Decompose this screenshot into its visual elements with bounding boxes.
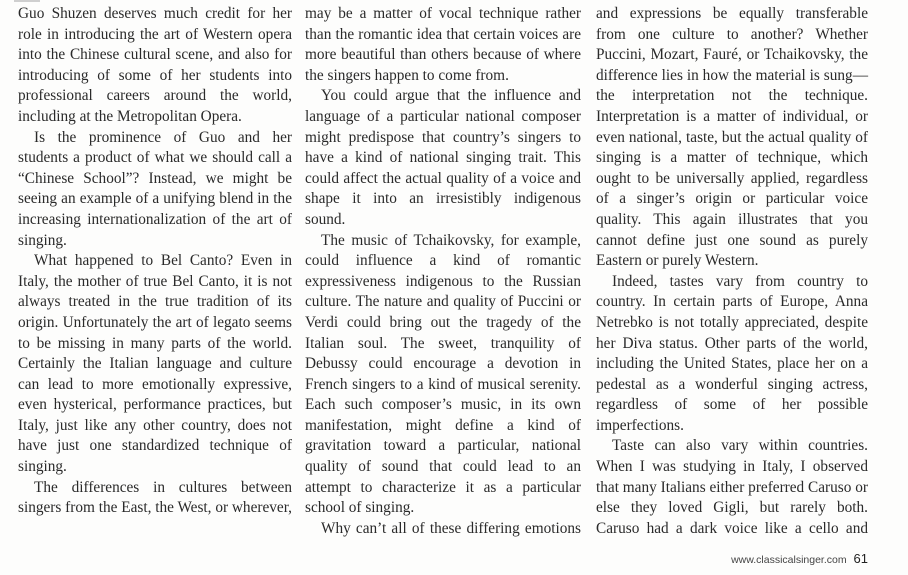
article-column-3 <box>596 4 868 539</box>
paragraph: The music of Tchaikovsky, for example, could influence a kind of romantic expressiveness indigenous to the Russian culture. The nature and quality of Puccini or Verdi could bring out the tragedy of the Italian soul. The sweet, tranquility of Debussy could encourage a devotion in French singers to a kind of musical serenity. Each such composer’s music, in its own manifestation, might define a kind of gravitation toward a particular, national quality of sound that could lead to an attempt to characterize it as a particular school of singing. <box>305 231 581 517</box>
footer-website: www.classicalsinger.com <box>731 554 847 566</box>
paragraph: Is the prominence of Guo and her students a product of what we should call a “Chinese School”? Instead, we might be seeing an example of a unifying blend in the increasing internationalization of the art of singing. <box>18 128 292 249</box>
article-column-1 <box>18 4 292 519</box>
page-footer <box>731 551 868 566</box>
paragraph: Taste can also vary within countries. When I was studying in Italy, I observed that many Italians either preferred Caruso or else they loved Gigli, but rarely both. Caruso had a dark voice like a cello and <box>596 437 868 537</box>
paragraph: You could argue that the influence and language of a particular national composer might predispose that country’s singers to have a kind of national singing trait. This could affect the actual quality of a voice and shape it into an irresistibly indigenous sound. <box>305 87 581 228</box>
paragraph: Indeed, tastes vary from country to country. In certain parts of Europe, Anna Netrebko is not totally appreciated, despite her Diva status. Other parts of the world, including the United States, place her on a pedestal as a wonderful singing actress, regardless of some of her possible imperfections. <box>596 272 868 434</box>
paragraph: Guo Shuzen deserves much credit for her role in introducing the art of Western opera into the Chinese cultural scene, and also for introducing of some of her students into professional careers around the world, including at the Metropolitan Opera. <box>18 5 292 125</box>
paragraph: Why can’t all of these differing emotions <box>321 519 581 537</box>
paragraph: What happened to Bel Canto? Even in Italy, the mother of true Bel Canto, it is not always treated in the true tradition of its origin. Unfortunately the art of legato seems to be missing in many parts of the world. Certainly the Italian language and culture can lead to more emotionally expressive, even hysterical, performance practices, but Italy, just like any other country, does not have just one standardized technique of singing. <box>18 252 292 476</box>
page-number: 61 <box>853 551 868 566</box>
paragraph: and expressions be equally transferable from one culture to another? Whether Puccini, Mozart, Fauré, or Tchaikovsky, the difference lies in how the material is sung—the interpretation not the technique. Interpretation is a matter of individual, or even national, taste, but the actual quality of singing is a matter of technique, which ought to be universally applied, regardless of a singer’s origin or particular voice quality. This again illustrates that you cannot define just one sound as purely Eastern or purely Western. <box>596 5 868 270</box>
article-column-2 <box>305 4 581 539</box>
paragraph: The differences in cultures between singers from the East, the West, or wherever, <box>18 478 292 517</box>
paragraph: may be a matter of vocal technique rather than the romantic idea that certain voices are more beautiful than others because of where the singers happen to come from. <box>305 5 581 84</box>
top-rule-fragment <box>14 0 40 2</box>
